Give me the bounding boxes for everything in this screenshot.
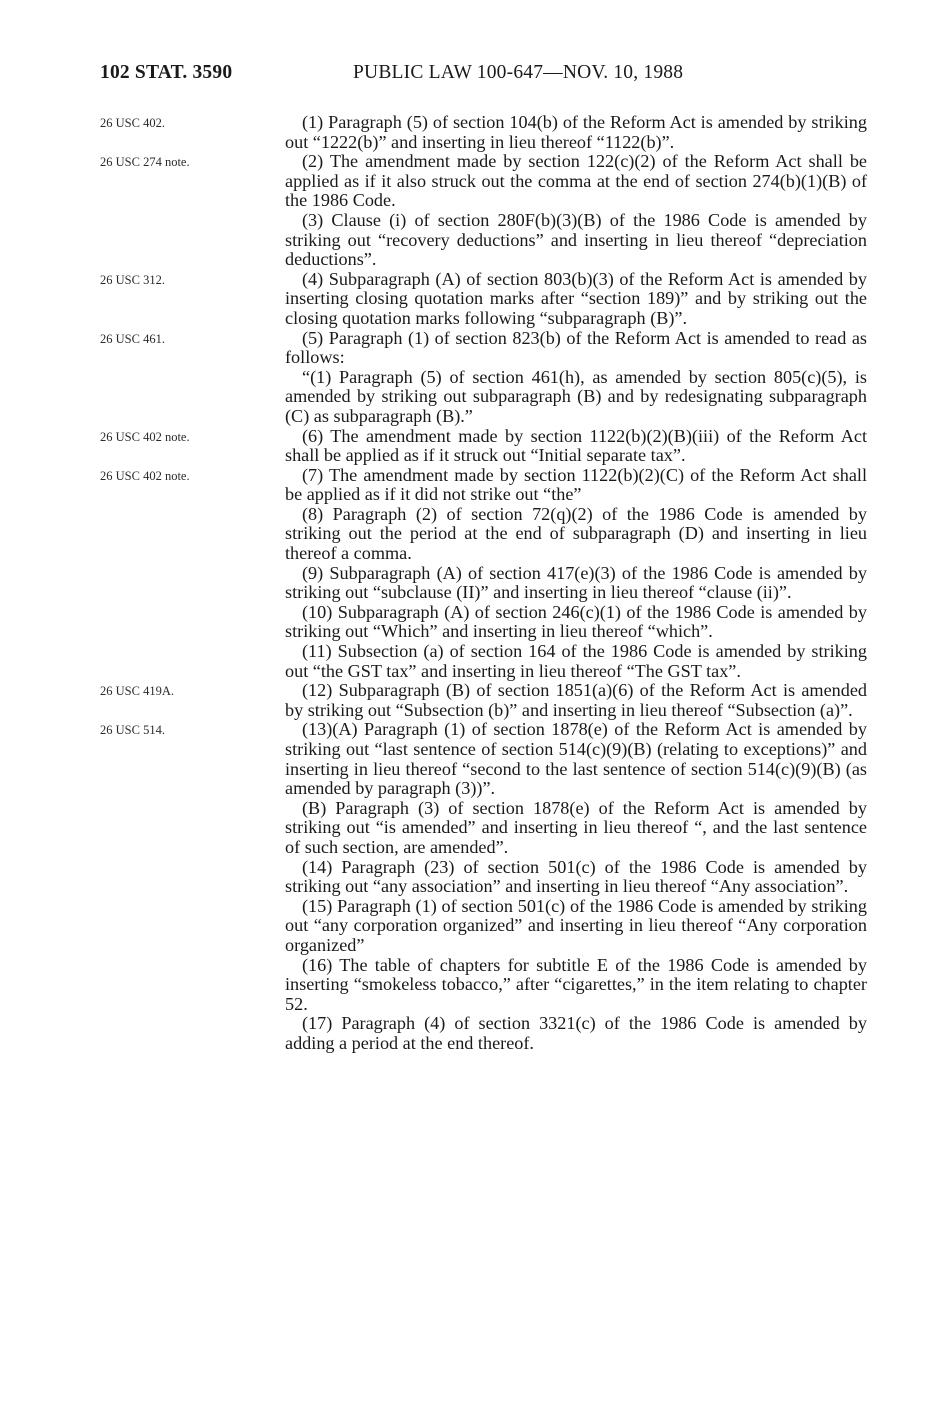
- margin-citation: 26 USC 419A.: [100, 684, 174, 699]
- margin-citation: 26 USC 402 note.: [100, 429, 190, 444]
- paragraph-10: [100, 603, 870, 642]
- paragraph-text: (14) Paragraph (23) of section 501(c) of the 1986 Code is amended by striking out “any association” and inserting in lieu thereof “Any association”.: [285, 856, 867, 897]
- paragraph-text: (11) Subsection (a) of section 164 of the 1986 Code is amended by striking out “the GST tax” and inserting in lieu thereof “The GST tax”.: [285, 641, 867, 681]
- paragraph-13b: [100, 799, 870, 858]
- paragraph-15: [100, 897, 870, 956]
- margin-citation: 26 USC 402 note.: [100, 468, 190, 483]
- paragraph-text: (6) The amendment made by section 1122(b)(2)(B)(iii) of the Reform Act shall be applied as if it struck out “Initial separate tax”.: [285, 425, 867, 466]
- paragraph-1: [100, 113, 870, 152]
- paragraph-text: (B) Paragraph (3) of section 1878(e) of the Reform Act is amended by striking out “is amended” and inserting in lieu thereof “, and the last sentence of such section, are amended”.: [285, 797, 867, 857]
- margin-citation: 26 USC 402.: [100, 116, 165, 130]
- paragraph-12: [100, 681, 870, 720]
- paragraph-text: (5) Paragraph (1) of section 823(b) of the Reform Act is amended to read as follows:: [285, 327, 867, 368]
- document-body: [100, 113, 870, 1054]
- paragraph-17: [100, 1014, 870, 1053]
- margin-citation: 26 USC 274 note.: [100, 155, 190, 170]
- paragraph-7: [100, 466, 870, 505]
- paragraph-text: (8) Paragraph (2) of section 72(q)(2) of the 1986 Code is amended by striking out the period at the end of subparagraph (D) and inserting in lieu thereof a comma.: [285, 503, 867, 564]
- paragraph-3: [100, 211, 870, 270]
- paragraph-text: (9) Subparagraph (A) of section 417(e)(3) of the 1986 Code is amended by striking out “subclause (II)” and inserting in lieu thereof “clause (ii)”.: [285, 562, 867, 603]
- margin-citation: 26 USC 312.: [100, 272, 165, 287]
- page-header: [100, 62, 870, 92]
- law-title: PUBLIC LAW 100-647—NOV. 10, 1988: [353, 62, 684, 83]
- paragraph-text: (3) Clause (i) of section 280F(b)(3)(B) of the 1986 Code is amended by striking out “recovery deductions” and inserting in lieu thereof “depreciation deductions”.: [285, 209, 867, 270]
- paragraph-4: [100, 270, 870, 329]
- paragraph-14: [100, 858, 870, 897]
- paragraph-text: (17) Paragraph (4) of section 3321(c) of the 1986 Code is amended by adding a period at the end thereof.: [285, 1013, 867, 1053]
- paragraph-text: (15) Paragraph (1) of section 501(c) of the 1986 Code is amended by striking out “any corporation organized” and inserting in lieu thereof “Any corporation organized”: [285, 895, 867, 955]
- paragraph-text: (16) The table of chapters for subtitle E of the 1986 Code is amended by inserting “smokeless tobacco,” after “cigarettes,” in the item relating to chapter 52.: [285, 954, 867, 1014]
- paragraph-6: [100, 427, 870, 466]
- paragraph-11: [100, 642, 870, 681]
- paragraph-text: (13)(A) Paragraph (1) of section 1878(e) of the Reform Act is amended by striking out “last sentence of section 514(c)(9)(B) (relating to exceptions)” and inserting in lieu thereof “second to the last sentence of section 514(c)(9)(B) (as amended by paragraph (3))”.: [285, 719, 867, 799]
- paragraph-9: [100, 564, 870, 603]
- paragraph-16: [100, 956, 870, 1015]
- paragraph-text: “(1) Paragraph (5) of section 461(h), as amended by section 805(c)(5), is amended by striking out subparagraph (B) and by redesignating subparagraph (C) as subparagraph (B).”: [285, 366, 867, 426]
- paragraph-text: (7) The amendment made by section 1122(b)(2)(C) of the Reform Act shall be applied as if it did not strike out “the”: [285, 464, 867, 505]
- paragraph-text: (1) Paragraph (5) of section 104(b) of the Reform Act is amended by striking out “1222(b)” and inserting in lieu thereof “1122(b)”.: [285, 112, 867, 152]
- paragraph-2: [100, 152, 870, 211]
- paragraph-text: (10) Subparagraph (A) of section 246(c)(1) of the 1986 Code is amended by striking out “Which” and inserting in lieu thereof “which”.: [285, 601, 867, 642]
- paragraph-5: [100, 329, 870, 368]
- paragraph-5-quoted: [100, 368, 870, 427]
- paragraph-8: [100, 505, 870, 564]
- stat-page-reference: 102 STAT. 3590: [100, 62, 233, 83]
- paragraph-text: (4) Subparagraph (A) of section 803(b)(3) of the Reform Act is amended by inserting closing quotation marks after “section 189)” and by striking out the closing quotation marks following “subparagraph (B)”.: [285, 268, 867, 328]
- paragraph-text: (2) The amendment made by section 122(c)(2) of the Reform Act shall be applied as if it also struck out the comma at the end of section 274(b)(1)(B) of the 1986 Code.: [285, 151, 867, 211]
- paragraph-text: (12) Subparagraph (B) of section 1851(a)(6) of the Reform Act is amended by striking out “Subsection (b)” and inserting in lieu thereof “Subsection (a)”.: [285, 680, 867, 720]
- margin-citation: 26 USC 514.: [100, 723, 165, 738]
- margin-citation: 26 USC 461.: [100, 331, 165, 346]
- paragraph-13a: [100, 720, 870, 798]
